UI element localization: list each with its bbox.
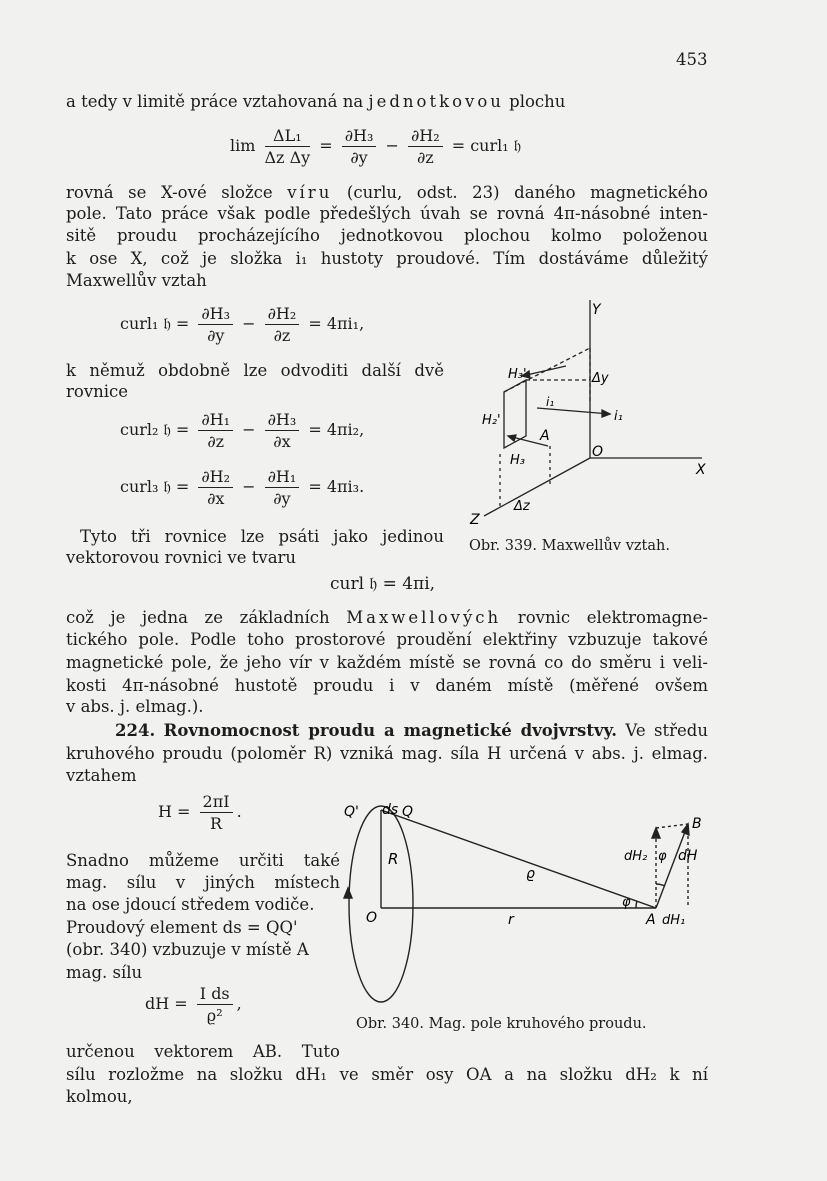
figure-340-caption: Obr. 340. Mag. pole kruhového proudu. (356, 1016, 647, 1032)
equation-curl2: curl₂ 𝔥 = $\frac{\text{∂H₁}}{\partial z}$ − $\frac{\text{∂H₃}}{\partial x}$ = 4πi₂, (120, 410, 365, 451)
figure-340 (336, 798, 720, 1010)
label-ds: ds (382, 802, 399, 818)
section-heading: 224. Rovnomocnost proudu a magnetické dvojvrstvy. Ve středu (115, 721, 708, 740)
paragraph-line: vztahem (66, 766, 137, 785)
paragraph-line: (obr. 340) vzbuzuje v místě A (66, 940, 309, 959)
paragraph-line: v abs. j. elmag.). (66, 697, 204, 716)
equation-h-center: H = $\frac{2\pi I}{R}$ . (158, 792, 242, 833)
label-o: O (592, 444, 604, 460)
label-b: B (692, 816, 702, 832)
label-dh1: dH₁ (662, 913, 686, 928)
equation-vector-maxwell: curl 𝔥 = 4πi, (330, 574, 436, 594)
label-dy: Δy (592, 371, 609, 386)
label-h3: H₃ (510, 453, 525, 468)
label-x: X (696, 462, 706, 478)
paragraph-line: kosti 4π-násobné hustotě proudu i v daném místě (měřené ovšem (66, 676, 708, 695)
label-r: r (508, 912, 514, 928)
label-o: O (366, 910, 378, 926)
paragraph-line: rovná se X-ové složce víru (curlu, odst. 23) daného magnetického (66, 183, 708, 202)
label-h2-prime: H₂' (482, 413, 501, 428)
label-a: A (646, 912, 656, 928)
figure-339-caption: Obr. 339. Maxwellův vztah. (469, 538, 670, 554)
arrow-head (602, 410, 610, 417)
label-phi: φ (622, 895, 631, 910)
vector-dh (656, 824, 688, 908)
paragraph-line: a tedy v limitě práce vztahovaná na jednotkovou plochu (66, 92, 566, 111)
label-q-prime: Q' (344, 804, 359, 820)
paragraph-line: určenou vektorem AB. Tuto (66, 1042, 340, 1061)
label-a: A (540, 428, 550, 444)
label-h3-prime: H₃' (508, 367, 527, 382)
paragraph-line: rovnice (66, 382, 129, 401)
paragraph-line: vektorovou rovnici ve tvaru (66, 548, 297, 567)
paragraph-line: Maxwellův vztah (66, 271, 207, 290)
paragraph-line: kolmou, (66, 1087, 133, 1106)
figure-339 (462, 296, 720, 540)
label-rho: ϱ (526, 866, 535, 882)
label-i1-small: i₁ (546, 395, 555, 409)
paragraph-line: k němuž obdobně lze odvoditi další dvě (66, 361, 444, 380)
paragraph-line: Tyto tři rovnice lze psáti jako jedinou (80, 527, 444, 546)
paragraph-line: Snadno můžeme určiti také (66, 851, 340, 870)
label-i1: i₁ (614, 409, 623, 424)
paragraph-line: k ose X, což je složka i₁ hustoty proudové. Tím dostáváme důležitý (66, 249, 708, 268)
label-dz: Δz (514, 499, 530, 514)
label-y: Y (592, 302, 601, 318)
equation-curl1: curl₁ 𝔥 = $\frac{\text{∂H₃}}{\partial y}$ − $\frac{\text{∂H₂}}{\partial z}$ = 4πi₁, (120, 304, 365, 345)
paragraph-line: sílu rozložme na složku dH₁ ve směr osy OA a na složku dH₂ k ní (66, 1065, 708, 1084)
paragraph-line: magnetické pole, že jeho vír v každém místě se rovná co do směru i veli- (66, 653, 708, 672)
paragraph-line: mag. sílu v jiných místech (66, 873, 340, 892)
page-number: 453 (676, 50, 708, 69)
paragraph-line: Proudový element ds = QQ' (66, 918, 298, 937)
paragraph-line: mag. sílu (66, 963, 143, 982)
equation-dh: dH = $\frac{\text{I ds}}{\text{ϱ²}}$ , (145, 984, 242, 1025)
paragraph-line: což je jedna ze základních Maxwellových rovnic elektromagne- (66, 608, 708, 627)
label-dh: dH (678, 848, 698, 864)
paragraph-line: sitě proudu procházejícího jednotkovou plochou kolmo položenou (66, 226, 708, 245)
label-dh2: dH₂ (624, 849, 648, 864)
equation-curl3: curl₃ 𝔥 = $\frac{\text{∂H₂}}{\partial x}$ − $\frac{\text{∂H₁}}{\partial y}$ = 4πi₃. (120, 467, 365, 508)
equation-limit: lim $\frac{\text{ΔL₁}}{\text{Δz Δy}}$ = $\frac{\text{∂H₃}}{\partial y}$ − $\frac{\text{∂H₂}}{\partial z}$ = curl₁ 𝔥 (230, 126, 522, 167)
label-z: Z (470, 512, 480, 528)
paragraph-line: pole. Tato práce však podle předešlých úvah se rovná 4π-násobné inten- (66, 204, 708, 223)
label-r-radius: R (388, 850, 399, 868)
rho-line (381, 810, 656, 908)
paragraph-line: kruhového proudu (poloměr R) vzniká mag. síla H určená v abs. j. elmag. (66, 744, 708, 763)
z-axis-line (484, 458, 590, 516)
paragraph-line: na ose jdoucí středem vodiče. (66, 895, 315, 914)
paragraph-line: tického pole. Podle toho prostorové proudění elektřiny vzbuzuje takové (66, 630, 708, 649)
label-phi-top: φ (658, 849, 667, 864)
label-q: Q (402, 804, 414, 820)
